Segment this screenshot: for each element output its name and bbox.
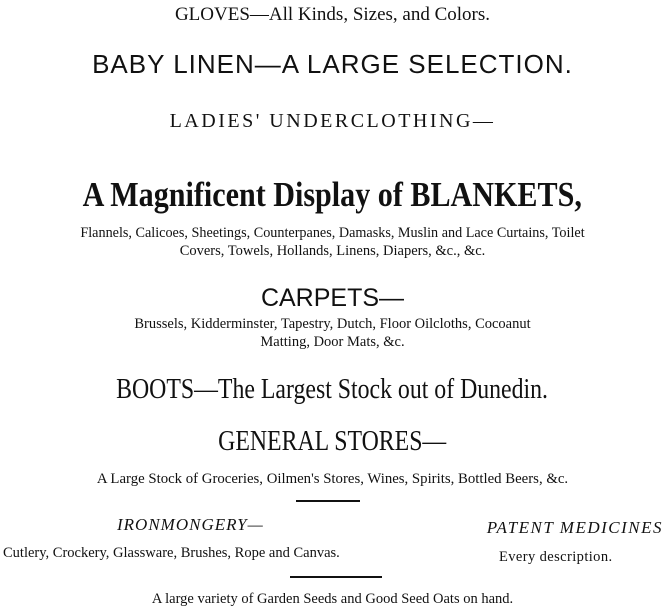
baby-linen-line: BABY LINEN—A LARGE SELECTION. [92,49,573,79]
carpets-line-2: Matting, Door Mats, &c. [260,334,405,350]
blankets-heading [0,175,665,215]
ladies-line: LADIES' UNDERCLOTHING— [169,110,496,132]
ironmongery-heading: IRONMONGERY— [117,515,264,534]
gloves-line: GLOVES—All Kinds, Sizes, and Colors. [174,4,491,25]
blankets-line-2: Covers, Towels, Hollands, Linens, Diapers, &c., &c. [179,243,486,259]
boots-text: BOOTS—The Largest Stock out of Dunedin. [116,374,549,405]
stores-heading [0,426,665,458]
divider-rule [296,500,360,502]
stores-heading-text: GENERAL STORES— [218,426,447,457]
blankets-heading-text: A Magnificent Display of BLANKETS, [82,175,583,214]
carpets-heading: CARPETS— [260,284,405,312]
ironmongery-line: Cutlery, Crockery, Glassware, Brushes, Rope and Canvas. [3,545,340,561]
seeds-line: A large variety of Garden Seeds and Good Seed Oats on hand. [151,591,514,607]
divider-rule [290,576,382,578]
carpets-line-1: Brussels, Kidderminster, Tapestry, Dutch, Floor Oilcloths, Cocoanut [134,316,531,332]
medicines-line: Every description. [499,549,613,565]
stores-line: A Large Stock of Groceries, Oilmen's Stores, Wines, Spirits, Bottled Beers, &c. [96,471,569,487]
medicines-heading: PATENT MEDICINES [486,518,663,537]
blankets-line-1: Flannels, Calicoes, Sheetings, Counterpanes, Damasks, Muslin and Lace Curtains, Toilet [80,225,585,241]
boots-line [0,374,665,406]
